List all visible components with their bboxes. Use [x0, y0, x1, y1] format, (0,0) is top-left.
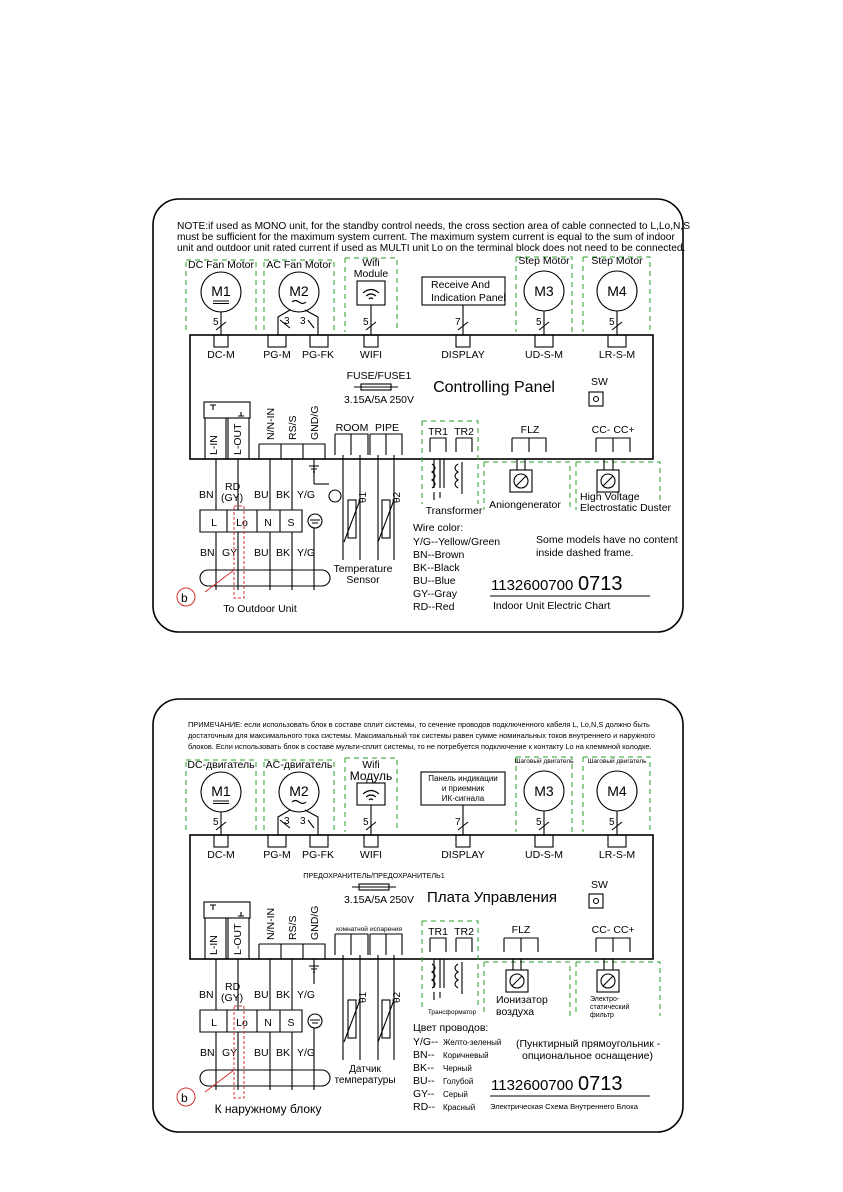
thermistor-icon [382, 500, 390, 538]
ac-motor-label: AC Fan Motor [266, 259, 332, 271]
wifi-icon [363, 290, 379, 300]
pin-count: 5 [609, 817, 615, 828]
pin-count: 3 [284, 316, 290, 327]
pin-count: 5 [213, 317, 219, 328]
note-line: ПРИМЕЧАНИЕ: если использовать блок в составе сплит системы, то сечение проводов подключенного кабеля L, Lo,N,S должно быть [188, 720, 650, 729]
fuse-rating: 3.15A/5A 250V [343, 894, 415, 906]
cc-connector [596, 438, 630, 452]
connector [214, 335, 228, 347]
pin-count: 5 [609, 317, 615, 328]
connector [214, 835, 228, 847]
dashed-note: Some models have no content [536, 534, 678, 546]
outdoor-wires [216, 1028, 314, 1090]
pin-count: 7 [455, 817, 461, 828]
fuse-label: ПРЕДОХРАНИТЕЛЬ/ПРЕДОХРАНИТЕЛЬ1 [303, 871, 445, 880]
outdoor-wires [216, 528, 314, 590]
part-code: 1132600700 [491, 577, 574, 594]
note-line: блоков. Если использовать блок в составе мульти-сплит системы, то не потребуется подключение к контакту Lo на клеммной колодке. [188, 742, 652, 751]
part-code-suffix: 0713 [578, 573, 623, 595]
wire-rd: RD [225, 481, 241, 493]
wire-code: BU-- [413, 1075, 435, 1087]
display-panel-label: Indication Panel [431, 292, 506, 304]
hv-lead [604, 959, 613, 970]
wire-color-name: Красный [443, 1103, 476, 1112]
terminal-s: S [287, 517, 295, 529]
ferrite-pointer [205, 1070, 234, 1092]
wifi-module-label: Module [353, 268, 389, 280]
port-lr-s-m: LR-S-M [598, 349, 636, 361]
relay-pins [210, 905, 244, 916]
connector [268, 835, 286, 847]
hv-slash [603, 476, 613, 486]
wire-bn: BN [200, 1047, 215, 1059]
port-wifi: WIFI [359, 849, 383, 861]
pin-count: 5 [536, 817, 542, 828]
theta1: θ1 [358, 491, 369, 503]
wire-color-name: Черный [443, 1064, 472, 1073]
hv-label: статический [590, 1004, 630, 1011]
wire-code: Y/G-- [413, 1036, 439, 1048]
port-display: DISPLAY [441, 349, 485, 361]
tr2-label: TR2 [454, 426, 474, 438]
wire-bn: BN [199, 489, 214, 501]
note-line: must be sufficient for the maximum system current. The maximum system current is equal to the sum of indoor [177, 232, 675, 243]
wire-yg: Y/G [297, 489, 316, 501]
dashed-note: опциональное оснащение) [522, 1050, 653, 1062]
anion-lead [513, 959, 521, 970]
pin-count: 7 [455, 317, 461, 328]
pin-count: 3 [300, 816, 306, 827]
motor-m2-label: M2 [289, 283, 309, 299]
display-panel-label: ИК-сигнала [441, 794, 485, 803]
port-lr-s-m: LR-S-M [598, 849, 636, 861]
part-code: 1132600700 [491, 1077, 574, 1094]
flz-connector [512, 438, 546, 452]
wire-color-name: Голубой [443, 1077, 474, 1086]
cc-connector [596, 938, 630, 952]
sensor-connectors [335, 934, 402, 955]
thermistor-icon [348, 500, 356, 538]
transformer-coil-icon [432, 962, 462, 994]
wire-bk: BK [276, 1047, 291, 1059]
wire-bk: BK [276, 547, 291, 559]
port-n-in: N/N-IN [265, 907, 277, 940]
motor-m2-label: M2 [289, 783, 309, 799]
wifi-module-label: Wifi [362, 759, 380, 771]
wire-color-line: BK--Black [413, 562, 460, 574]
connector [310, 335, 328, 347]
ac-symbol-icon [292, 801, 306, 804]
wire-bu: BU [254, 989, 269, 1001]
power-terminal-block [259, 944, 325, 959]
ferrite-pointer [205, 570, 234, 592]
terminal-s: S [287, 1017, 295, 1029]
wire-color-name: Желто-зеленый [443, 1038, 502, 1047]
flz-connector [504, 938, 538, 952]
part-code-suffix: 0713 [578, 1073, 623, 1095]
pin-count: 5 [536, 317, 542, 328]
display-panel-label: Receive And [431, 279, 490, 291]
port-ud-s-m: UD-S-M [525, 349, 563, 361]
terminal-lo: Lo [236, 1017, 248, 1029]
wifi-icon [363, 791, 379, 801]
port-pg-m: PG-M [263, 349, 291, 361]
port-l-out: L-OUT [232, 923, 244, 955]
thermistor-icon [382, 1000, 390, 1038]
port-gnd: GND/G [309, 405, 321, 440]
dashed-note: (Пунктирный прямоугольник - [516, 1038, 661, 1050]
wire-gy: GY [222, 547, 238, 559]
temp-sensor-label: Датчик [349, 1064, 381, 1075]
wire-code: RD-- [413, 1101, 436, 1113]
fuse-rating: 3.15A/5A 250V [343, 394, 415, 406]
russian-chart [153, 699, 683, 1132]
theta2: θ2 [392, 491, 403, 503]
display-panel-label: и приемник [441, 784, 485, 793]
flz-label: FLZ [511, 924, 531, 936]
pin-count: 3 [284, 816, 290, 827]
terminal-l: L [211, 1017, 217, 1029]
port-dc-m: DC-M [207, 849, 235, 861]
pin-count: 5 [363, 317, 369, 328]
port-display: DISPLAY [441, 849, 485, 861]
ac-symbol-icon [292, 301, 306, 304]
hv-label: Electrostatic Duster [580, 502, 672, 514]
thermistor-icon [348, 1000, 356, 1038]
sensor-wires [343, 455, 394, 560]
relay-pins [210, 405, 244, 416]
port-l-in: L-IN [208, 935, 220, 955]
room-port-label: комнатной [336, 926, 368, 933]
anion-label: Aniongenerator [489, 499, 561, 511]
port-l-in: L-IN [208, 435, 220, 455]
ground-terminal-icon [308, 1014, 322, 1028]
hv-label: фильтр [590, 1012, 614, 1019]
wire-color-line: Y/G--Yellow/Green [413, 536, 501, 548]
transformer-lead [434, 992, 440, 1000]
to-outdoor-label: К наружному блоку [214, 1102, 322, 1116]
port-pg-fk: PG-FK [301, 349, 335, 361]
temp-sensor-label: Sensor [346, 574, 380, 586]
port-l-out: L-OUT [232, 423, 244, 455]
pin-count: 3 [300, 316, 306, 327]
power-terminal-block [259, 444, 325, 459]
cc-minus-label: CC- [591, 924, 611, 936]
cc-plus-label: CC+ [613, 924, 635, 936]
anion-label: Ионизатор [496, 994, 548, 1006]
wire-yg: Y/G [297, 547, 316, 559]
note-line: достаточным для максимального тока системы. Максимальный ток системы равен сумме номинальных токов внутреннего и наружного [188, 731, 656, 740]
connector [608, 335, 626, 347]
temp-sensor-label: Temperature [333, 563, 393, 575]
wire-color-line: BU--Blue [413, 575, 456, 587]
port-dc-m: DC-M [207, 349, 235, 361]
motor-m4-label: M4 [607, 783, 627, 799]
thermistor-slash [344, 500, 360, 542]
port-pg-m: PG-M [263, 849, 291, 861]
wire-yg: Y/G [297, 989, 316, 1001]
sensor-connectors [335, 434, 402, 455]
wire-bn: BN [200, 547, 215, 559]
cable-bundle [200, 1070, 330, 1086]
connector [310, 835, 328, 847]
ground-icon [329, 490, 341, 502]
connector [608, 835, 626, 847]
thermistor-slash [378, 1000, 394, 1042]
hv-slash [603, 976, 613, 986]
wire-code: BK-- [413, 1062, 434, 1074]
wire-color-line: GY--Gray [413, 588, 457, 600]
hv-label: Электро- [590, 996, 620, 1003]
wire-code: BN-- [413, 1049, 435, 1061]
ac-motor-label: AC-двигатель [265, 759, 333, 771]
switch-icon [589, 392, 603, 406]
terminal-n: N [264, 517, 272, 529]
wire-bu: BU [254, 1047, 269, 1059]
sensor-wires [343, 955, 394, 1060]
pin-count: 5 [213, 817, 219, 828]
connector [535, 335, 553, 347]
anion-slash [516, 476, 526, 486]
tr1-label: TR1 [428, 426, 448, 438]
switch-icon [589, 894, 603, 908]
wire-color-line: RD--Red [413, 601, 455, 613]
wire-gy: GY [222, 1047, 238, 1059]
wifi-module-box [357, 281, 385, 305]
anion-slash [512, 976, 522, 986]
connector [535, 835, 553, 847]
panel-title: Controlling Panel [433, 379, 555, 396]
wire-bu: BU [254, 489, 269, 501]
dashed-note: inside dashed frame. [536, 547, 634, 559]
connector [456, 335, 470, 347]
wifi-module-label: Wifi [362, 257, 380, 269]
wire-rd: RD [225, 981, 241, 993]
thermistor-slash [344, 1000, 360, 1042]
switch-label: SW [591, 376, 608, 388]
port-rs-s: RS/S [287, 415, 299, 440]
wire-gy: (GY) [221, 992, 244, 1004]
pipe-port-label: PIPE [375, 422, 399, 434]
chart-title: Электрическая Схема Внутреннего Блока [490, 1102, 638, 1111]
transformer-coil-icon [432, 462, 462, 494]
wire-bu: BU [254, 547, 269, 559]
step-motor-label: Шаговый двигатель [587, 758, 647, 765]
wire-bk: BK [276, 989, 291, 1001]
wire-color-name: Коричневый [443, 1051, 489, 1060]
theta1: θ1 [358, 991, 369, 1003]
ferrite-label: b [181, 1091, 188, 1105]
display-panel-label: Панель индикации [428, 774, 498, 783]
thermistor-slash [378, 500, 394, 542]
note-line: NOTE:if used as MONO unit, for the standby control needs, the cross section area of cable connected to L,Lo,N,S [177, 221, 691, 232]
chart-title: Indoor Unit Electric Chart [493, 600, 611, 612]
ferrite-label: b [181, 591, 188, 605]
tr2-label: TR2 [454, 926, 474, 938]
step-motor-label: Step Motor [591, 255, 643, 267]
transformer-connectors [430, 938, 472, 952]
port-gnd: GND/G [309, 905, 321, 940]
transformer-lead [434, 492, 440, 500]
connector [268, 335, 286, 347]
hv-lead [604, 459, 613, 470]
panel-title: Плата Управления [427, 889, 557, 906]
port-n-in: N/N-IN [265, 407, 277, 440]
connector [364, 335, 378, 347]
dc-symbol-icon [213, 801, 229, 804]
flz-label: FLZ [520, 424, 540, 436]
cc-plus-label: CC+ [613, 424, 635, 436]
wire-color-title: Цвет проводов: [413, 1022, 489, 1034]
wire-gy: (GY) [221, 492, 244, 504]
motor-m3-label: M3 [534, 283, 554, 299]
dc-motor-label: DC Fan Motor [188, 259, 254, 271]
room-port-label: ROOM [335, 422, 369, 434]
anion-lead [517, 459, 525, 470]
step-motor-label: Step Motor [518, 255, 570, 267]
connector [456, 835, 470, 847]
step-motor-label: Шаговый двигатель [514, 758, 574, 765]
terminal-l: L [211, 517, 217, 529]
tr1-label: TR1 [428, 926, 448, 938]
wire-color-title: Wire color: [413, 522, 464, 534]
connector [364, 835, 378, 847]
ground-terminal-icon [308, 514, 322, 528]
wifi-module-box [357, 783, 385, 805]
transformer-connectors [430, 438, 472, 452]
pipe-port-label: испарения [370, 926, 402, 933]
note-line: unit and outdoor unit rated current if used as MULTI unit Lo on the terminal block does not need to be connected. [177, 243, 686, 254]
wire-bn: BN [199, 989, 214, 1001]
transformer-label: Трансформатор [427, 1009, 477, 1016]
transformer-label: Transformer [425, 505, 483, 517]
ground-terminal-lines [310, 1020, 320, 1023]
temp-sensor-label: температуры [334, 1075, 396, 1086]
to-outdoor-label: To Outdoor Unit [223, 603, 297, 615]
wire-color-name: Серый [443, 1090, 468, 1099]
motor-m1-label: M1 [211, 283, 231, 299]
wire-color-legend [413, 1036, 501, 1113]
port-pg-fk: PG-FK [301, 849, 335, 861]
anion-label: воздуха [496, 1006, 535, 1018]
wire-color-line: BN--Brown [413, 549, 465, 561]
ground-terminal-lines [310, 520, 320, 523]
port-wifi: WIFI [359, 349, 383, 361]
port-ud-s-m: UD-S-M [525, 849, 563, 861]
motor-m3-label: M3 [534, 783, 554, 799]
switch-label: SW [591, 879, 608, 891]
wire-bk: BK [276, 489, 291, 501]
switch-dot [594, 397, 599, 402]
terminal-lo: Lo [236, 517, 248, 529]
terminal-n: N [264, 1017, 272, 1029]
motor-m1-label: M1 [211, 783, 231, 799]
fuse-label: FUSE/FUSE1 [346, 370, 412, 382]
english-chart [153, 199, 690, 632]
cable-bundle [200, 570, 330, 586]
theta2: θ2 [392, 991, 403, 1003]
wire-code: GY-- [413, 1088, 435, 1100]
motor-m4-label: M4 [607, 283, 627, 299]
dc-symbol-icon [213, 301, 229, 304]
hv-label: High Voltage [580, 491, 640, 503]
wire-yg: Y/G [297, 1047, 316, 1059]
wifi-module-label: Модуль [349, 769, 393, 783]
dc-motor-label: DC-двигатель [187, 759, 255, 771]
cc-minus-label: CC- [591, 424, 611, 436]
port-rs-s: RS/S [287, 915, 299, 940]
pin-count: 5 [363, 817, 369, 828]
switch-dot [594, 899, 599, 904]
